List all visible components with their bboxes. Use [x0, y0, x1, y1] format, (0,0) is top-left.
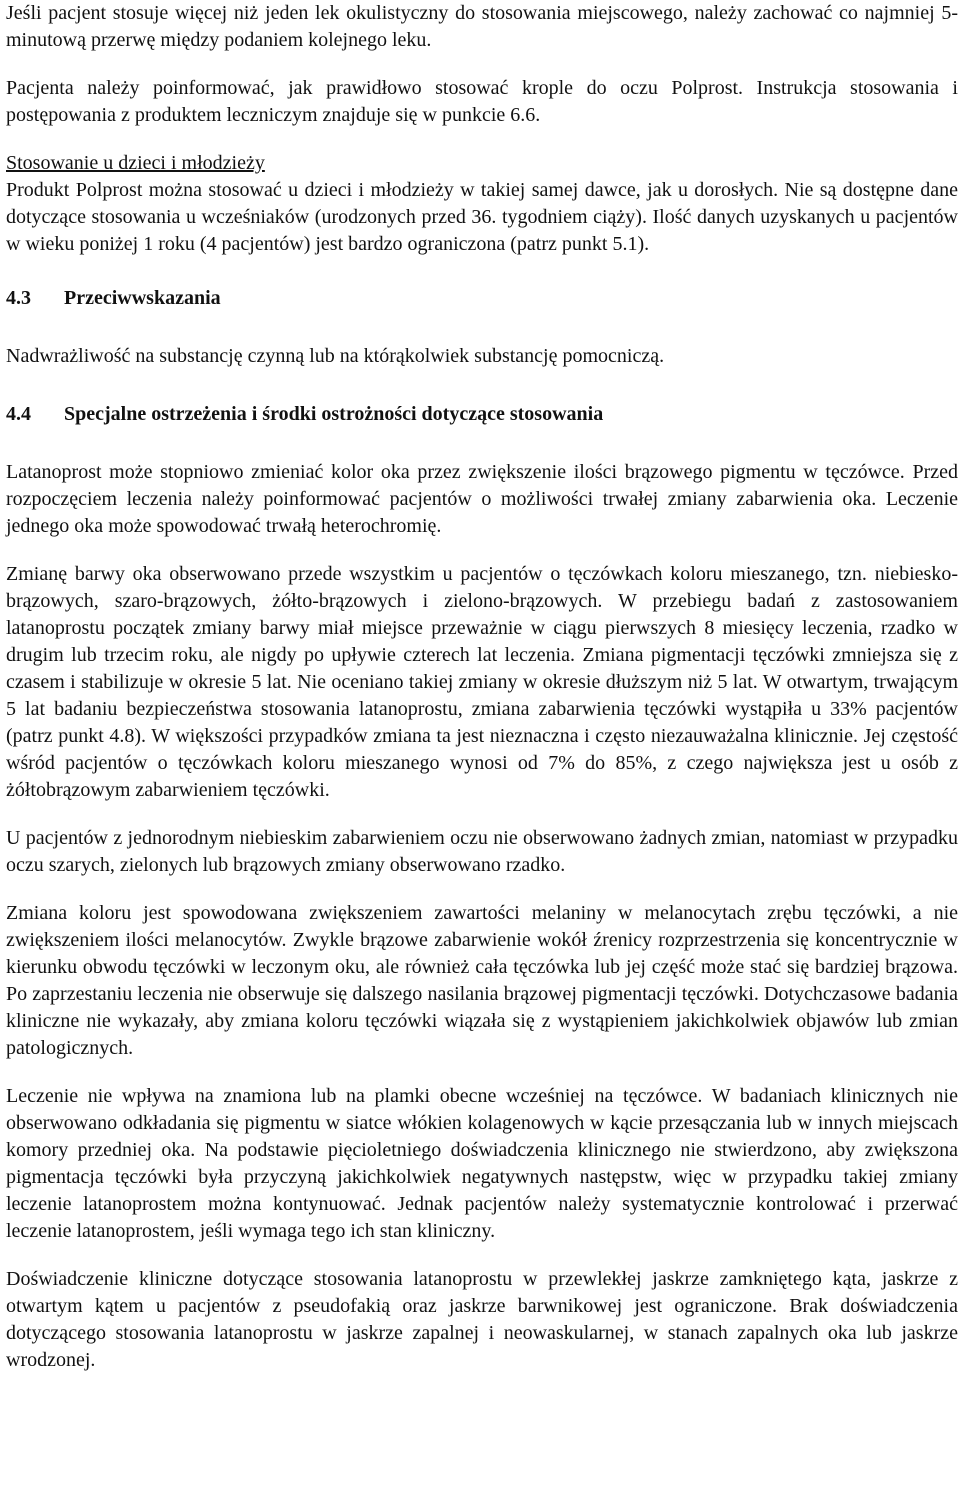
intro-paragraph-1: Jeśli pacjent stosuje więcej niż jeden lek okulistyczny do stosowania miejscowego, należy zachować co najmniej 5-minutową przerwę między podaniem kolejnego leku.: [6, 2, 958, 51]
section-4-4-paragraph-6: Doświadczenie kliniczne dotyczące stosowania latanoprostu w przewlekłej jaskrze zamkniętego kąta, jaskrze z otwartym kątem u pacjentów z pseudofakią oraz jaskrze barwnikowej jest ograniczone. Brak doświadczenia dotyczącego stosowania latanoprostu w jaskrze zapalnej i neowaskularnej, w stanach zapalnych oka lub jaskrze wrodzonej.: [6, 1268, 958, 1371]
section-4-4-title: Specjalne ostrzeżenia i środki ostrożności dotyczące stosowania: [64, 403, 604, 425]
document-page: [6, 0, 958, 1374]
section-4-3-paragraph: Nadwrażliwość na substancję czynną lub na którąkolwiek substancję pomocniczą.: [6, 345, 665, 367]
section-4-3-number: 4.3: [6, 287, 31, 309]
section-4-4-number: 4.4: [6, 403, 31, 425]
children-paragraph: Produkt Polprost można stosować u dzieci i młodzieży w takiej samej dawce, jak u dorosłych. Nie są dostępne dane dotyczące stosowania u wcześniaków (urodzonych przed 36. tygodniem ciąży). Ilość danych uzyskanych u pacjentów w wieku poniżej 1 roku (4 pacjentów) jest bardzo ograniczona (patrz punkt 5.1).: [6, 179, 958, 255]
section-4-4-paragraph-2: Zmianę barwy oka obserwowano przede wszystkim u pacjentów o tęczówkach koloru mieszanego, tzn. niebiesko-brązowych, szaro-brązowych, żółto-brązowych i zielono-brązowych. W przebiegu badań z zastosowaniem latanoprostu początek zmiany barwy miał miejsce przeważnie w ciągu pierwszych 8 miesięcy leczenia, rzadko w drugim lub trzecim roku, ale nigdy po upływie czterech lat leczenia. Zmiana pigmentacji tęczówki zmniejsza się z czasem i stabilizuje w okresie 5 lat. Nie oceniano takiej zmiany w okresie dłuższym niż 5 lat. W otwartym, trwającym 5 lat badaniu bezpieczeństwa stosowania latanoprostu, zmiana zabarwienia tęczówki wystąpiła u 33% pacjentów (patrz punkt 4.8). W większości przypadków zmiana ta jest nieznaczna i często niezauważalna klinicznie. Jej częstość wśród pacjentów o tęczówkach koloru mieszanego wynosi od 7% do 85%, z czego największa jest u osób z żółtobrązowym zabarwieniem tęczówki.: [6, 563, 958, 801]
section-4-4-paragraph-3: U pacjentów z jednorodnym niebieskim zabarwieniem oczu nie obserwowano żadnych zmian, natomiast w przypadku oczu szarych, zielonych lub brązowych zmiany obserwowano rzadko.: [6, 827, 958, 876]
section-4-4-paragraph-5: Leczenie nie wpływa na znamiona lub na plamki obecne wcześniej na tęczówce. W badaniach klinicznych nie obserwowano odkładania się pigmentu w siatce włókien kolagenowych w kącie przesączania lub w innych miejscach komory przedniej oka. Na podstawie pięcioletniego doświadczenia klinicznego nie stwierdzono, aby zwiększona pigmentacja tęczówki była przyczyną jakichkolwiek negatywnych następstw, więc w przypadku takiej zmiany leczenie latanoprostem można kontynuować. Jednak pacjentów należy systematycznie kontrolować i przerwać leczenie latanoprostem, jeśli wymaga tego ich stan kliniczny.: [6, 1085, 958, 1242]
section-4-3-title: Przeciwwskazania: [64, 287, 221, 309]
section-4-4-paragraph-4: Zmiana koloru jest spowodowana zwiększeniem zawartości melaniny w melanocytach zrębu tęczówki, a nie zwiększeniem ilości melanocytów. Zwykle brązowe zabarwienie wokół źrenicy rozprzestrzenia się koncentrycznie w kierunku obwodu tęczówki w leczonym oku, ale również cała tęczówka lub jej część może stać się bardziej brązowa. Po zaprzestaniu leczenia nie obserwuje się dalszego nasilania brązowej pigmentacji tęczówki. Dotychczasowe badania kliniczne nie wykazały, aby zmiana koloru tęczówki wiązała się z wystąpieniem jakichkolwiek objawów lub zmian patologicznych.: [6, 902, 958, 1059]
section-4-4-paragraph-1: Latanoprost może stopniowo zmieniać kolor oka przez zwiększenie ilości brązowego pigmentu w tęczówce. Przed rozpoczęciem leczenia należy poinformować pacjentów o możliwości trwałej zmiany zabarwienia oka. Leczenie jednego oka może spowodować trwałą heterochromię.: [6, 461, 958, 537]
section-4-4-heading: [6, 401, 958, 428]
section-4-3-heading: [6, 285, 958, 312]
children-subheading: Stosowanie u dzieci i młodzieży: [6, 152, 265, 174]
intro-paragraph-2: Pacjenta należy poinformować, jak prawidłowo stosować krople do oczu Polprost. Instrukcja stosowania i postępowania z produktem leczniczym znajduje się w punkcie 6.6.: [6, 77, 958, 126]
